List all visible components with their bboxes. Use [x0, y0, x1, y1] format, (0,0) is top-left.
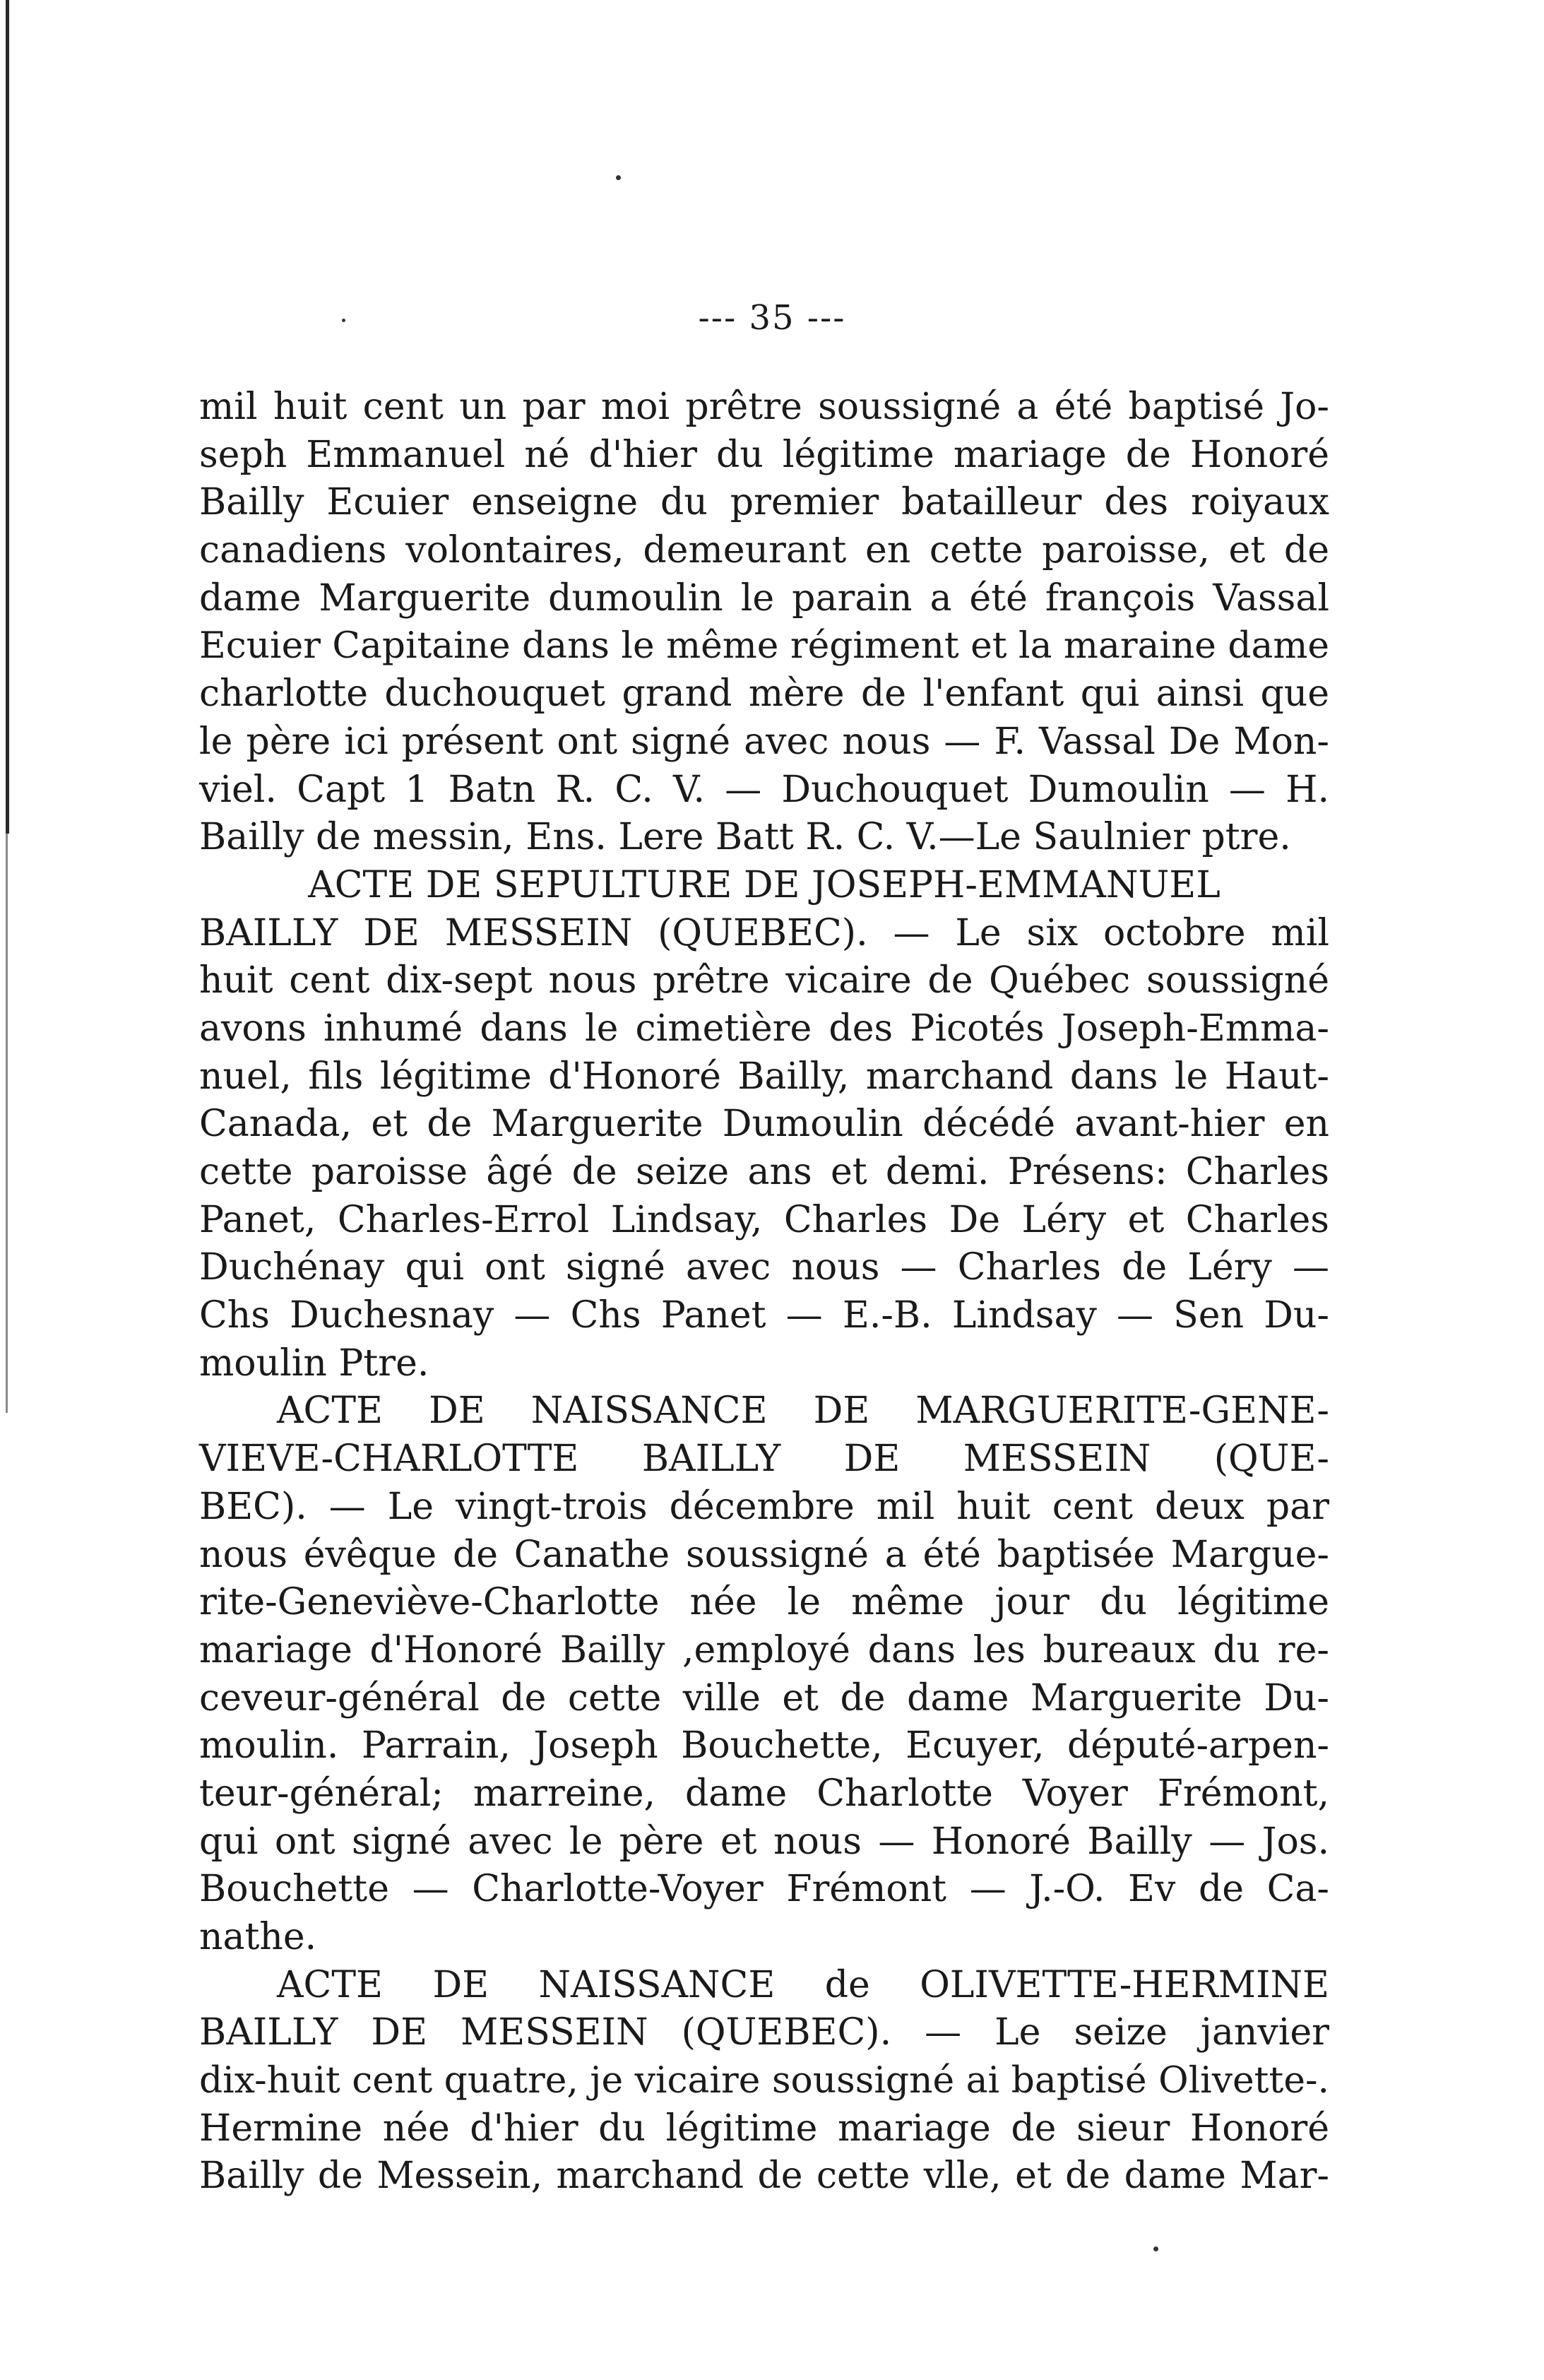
text-line: nathe. — [199, 1916, 317, 1958]
text-line: teur-général; marreine, dame Charlotte Voyer Frémont, — [199, 1772, 1329, 1815]
text-line: huit cent dix-sept nous prêtre vicaire de Québec soussigné — [199, 959, 1329, 1002]
text-line: cette paroisse âgé de seize ans et demi. Présens: Charles — [199, 1151, 1329, 1193]
body-text — [199, 384, 1329, 2201]
page-binding-edge — [6, 0, 9, 834]
text-line: qui ont signé avec le père et nous — Honoré Bailly — Jos. — [199, 1820, 1329, 1863]
text-line: Ecuier Capitaine dans le même régiment et la maraine dame — [199, 624, 1329, 668]
text-line: avons inhumé dans le cimetière des Picotés Joseph-Emma- — [199, 1007, 1329, 1050]
text-line: canadiens volontaires, demeurant en cette paroisse, et de — [199, 529, 1329, 572]
text-line: moulin Ptre. — [199, 1342, 429, 1385]
text-line: ACTE DE NAISSANCE de OLIVETTE-HERMINE — [277, 1963, 1329, 2006]
page-number: --- 35 --- — [698, 298, 846, 338]
text-line: moulin. Parrain, Joseph Bouchette, Ecuyer, député-arpen- — [199, 1724, 1329, 1768]
text-line: Chs Duchesnay — Chs Panet — E.-B. Lindsay — Sen Du- — [199, 1294, 1329, 1337]
text-line: ceveur-général de cette ville et de dame Marguerite Du- — [199, 1676, 1329, 1719]
text-line: mil huit cent un par moi prêtre soussigné a été baptisé Jo- — [199, 386, 1329, 428]
text-line: Panet, Charles-Errol Lindsay, Charles De Léry et Charles — [199, 1198, 1329, 1241]
text-line: rite-Geneviève-Charlotte née le même jour du légitime — [199, 1581, 1329, 1624]
text-line: BAILLY DE MESSEIN (QUEBEC). — Le seize janvier — [199, 2011, 1329, 2054]
text-line: Hermine née d'hier du légitime mariage de sieur Honoré — [199, 2107, 1329, 2150]
text-line: dix-huit cent quatre, je vicaire soussigné ai baptisé Olivette-. — [199, 2059, 1329, 2102]
text-line: le père ici présent ont signé avec nous — F. Vassal De Mon- — [199, 720, 1329, 763]
text-line: seph Emmanuel né d'hier du légitime mariage de Honoré — [199, 433, 1329, 476]
text-line: Bailly de messin, Ens. Lere Batt R. C. V.—Le Saulnier ptre. — [199, 816, 1291, 859]
text-line: nuel, fils légitime d'Honoré Bailly, marchand dans le Haut- — [199, 1055, 1329, 1098]
text-line: Bouchette — Charlotte-Voyer Frémont — J.-O. Ev de Ca- — [199, 1868, 1329, 1911]
text-line: ACTE DE NAISSANCE DE MARGUERITE-GENE- — [277, 1390, 1329, 1433]
text-line: nous évêque de Canathe soussigné a été baptisée Margue- — [199, 1533, 1329, 1576]
text-line: Duchénay qui ont signé avec nous — Charles de Léry — — [199, 1246, 1329, 1289]
text-line: dame Marguerite dumoulin le parain a été françois Vassal — [199, 576, 1329, 620]
text-line: BAILLY DE MESSEIN (QUEBEC). — Le six octobre mil — [199, 911, 1329, 954]
text-line: mariage d'Honoré Bailly ,employé dans les bureaux du re- — [199, 1628, 1329, 1671]
text-line: BEC). — Le vingt-trois décembre mil huit cent deux par — [199, 1485, 1329, 1528]
text-line: viel. Capt 1 Batn R. C. V. — Duchouquet Dumoulin — H. — [199, 768, 1329, 811]
paper-speck — [1153, 2246, 1158, 2251]
text-line: Bailly de Messein, marchand de cette vlle, et de dame Mar- — [199, 2155, 1329, 2198]
page-binding-edge-lower — [6, 834, 8, 1413]
text-line: charlotte duchouquet grand mère de l'enfant qui ainsi que — [199, 673, 1329, 716]
text-line: Bailly Ecuier enseigne du premier batailleur des roiyaux — [199, 481, 1329, 524]
paper-speck — [616, 175, 621, 180]
text-line: Canada, et de Marguerite Dumoulin décédé avant-hier en — [199, 1103, 1329, 1146]
text-line: VIEVE-CHARLOTTE BAILLY DE MESSEIN (QUE- — [199, 1438, 1329, 1481]
text-line: ACTE DE SEPULTURE DE JOSEPH-EMMANUEL — [308, 863, 1221, 906]
